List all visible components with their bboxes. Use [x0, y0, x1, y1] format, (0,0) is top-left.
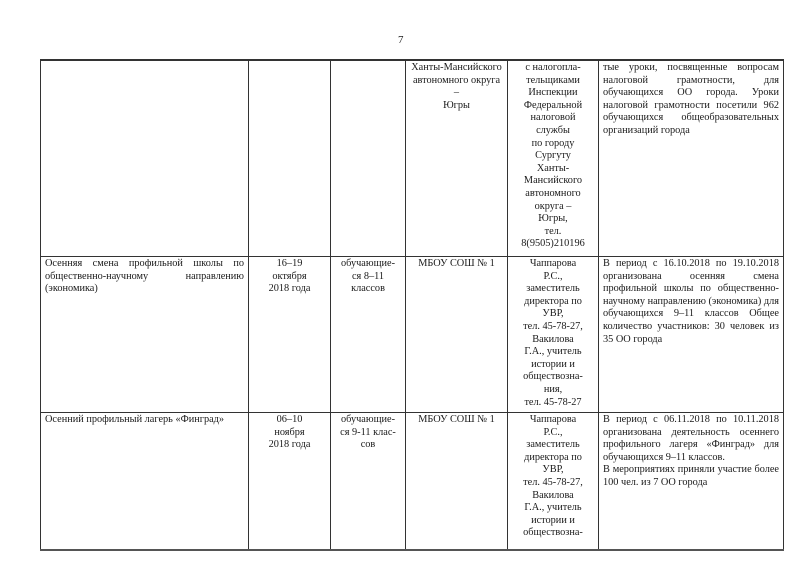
responsible-line: тел. 45-78-27,: [523, 320, 583, 332]
responsible-line: Сургуту: [535, 150, 571, 162]
venue-line: автономного округа –: [412, 74, 501, 99]
results-cell: [599, 413, 784, 551]
dates-line: 16–19: [276, 258, 303, 269]
event-cell: Осенний профильный лагерь «Финград»: [41, 413, 249, 551]
responsible-line: директора по: [524, 295, 582, 307]
results-paragraph: В мероприятиях приняли участие более 100 чел. из 7 ОО города: [603, 464, 779, 488]
dates-cell: [249, 60, 331, 257]
responsible-line: Инспекции: [528, 87, 578, 99]
responsible-line: заместитель: [526, 439, 580, 451]
responsible-line: Вакилова: [532, 333, 574, 345]
participants-line: ся 8–11: [351, 270, 385, 282]
responsible-line: тел. 45-78-27: [524, 396, 582, 408]
responsible-line: Ханты-: [536, 162, 570, 174]
venue-cell: [406, 413, 508, 551]
venue-cell: [406, 257, 508, 413]
responsible-line: Р.С.,: [543, 270, 563, 282]
responsible-line: с налогопла-: [525, 62, 581, 73]
responsible-line: Мансийского: [523, 175, 583, 187]
dates-line: 2018 года: [268, 439, 311, 451]
event-cell: Осенняя смена профильной школы по общественно-научному направлению (экономика): [41, 257, 249, 413]
dates-line: 2018 года: [268, 283, 311, 295]
responsible-line: обществозна-: [523, 527, 583, 539]
responsible-line: автономного: [525, 187, 581, 199]
responsible-line: тельщиками: [526, 74, 580, 86]
dates-line: 06–10: [276, 414, 303, 425]
responsible-line: Чаппарова: [529, 258, 577, 269]
results-paragraph: В период с 06.11.2018 по 10.11.2018 организована деятельность осеннего профильного лагеря «Финград» для обучающихся 9–11 классов.: [603, 414, 779, 463]
venue-cell: [406, 60, 508, 257]
participants-line: ся 9-11 клас-: [340, 426, 396, 438]
responsible-line: директора по: [524, 451, 582, 463]
responsible-line: по городу: [531, 137, 575, 149]
responsible-cell: [508, 60, 599, 257]
responsible-line: обществозна-: [523, 371, 583, 383]
participants-line: обучающие-: [340, 258, 396, 269]
responsible-line: истории и: [531, 358, 575, 370]
page-number: 7: [398, 34, 404, 46]
responsible-line: округа –: [534, 200, 572, 212]
dates-cell: [249, 413, 331, 551]
responsible-line: Чаппарова: [529, 414, 577, 425]
dates-cell: [249, 257, 331, 413]
responsible-line: налоговой: [530, 112, 576, 124]
responsible-line: Г.А., учитель: [524, 346, 582, 358]
responsible-line: Вакилова: [532, 489, 574, 501]
table-row: [41, 257, 784, 413]
dates-line: ноября: [274, 426, 305, 438]
responsible-line: Г.А., учитель: [524, 502, 582, 514]
responsible-line: Федеральной: [523, 99, 583, 111]
responsible-line: УВР,: [542, 464, 564, 476]
dates-line: октября: [272, 270, 307, 282]
venue-line: Ханты-Мансийского: [411, 62, 502, 73]
participants-cell: [331, 257, 406, 413]
venue-line: Югры: [443, 99, 470, 111]
responsible-line: Р.С.,: [543, 426, 563, 438]
responsible-line: заместитель: [526, 283, 580, 295]
responsible-line: Югры,: [538, 213, 568, 225]
event-cell: [41, 60, 249, 257]
results-cell: В период с 16.10.2018 по 19.10.2018 организована осенняя смена профильной школы по общественно-научному направлению (экономика) для обучающихся 9–11 классов Общее количество участников: 30 человек из 35 ОО города: [599, 257, 784, 413]
participants-cell: [331, 60, 406, 257]
responsible-line: тел. 45-78-27,: [523, 476, 583, 488]
participants-cell: [331, 413, 406, 551]
events-table: [40, 59, 784, 551]
venue-line: МБОУ СОШ № 1: [418, 414, 495, 425]
responsible-line: службы: [536, 124, 570, 136]
responsible-line: истории и: [531, 514, 575, 526]
responsible-cell: [508, 257, 599, 413]
responsible-cell: [508, 413, 599, 551]
table-row: [41, 413, 784, 551]
participants-line: классов: [351, 283, 385, 295]
table-row: [41, 60, 784, 257]
responsible-line: тел.: [544, 225, 562, 237]
participants-line: обучающие-: [340, 414, 396, 425]
responsible-line: ния,: [543, 383, 563, 395]
responsible-line: УВР,: [542, 308, 564, 320]
responsible-line: 8(9505)210196: [521, 238, 585, 250]
venue-line: МБОУ СОШ № 1: [418, 258, 495, 269]
participants-line: сов: [360, 439, 376, 451]
results-cell: тые уроки, посвященные вопросам налоговой грамотности, для обучающихся ОО города. Уроки налоговой грамотности посетили 962 обучающихся общеобразовательных организаций города: [599, 60, 784, 257]
